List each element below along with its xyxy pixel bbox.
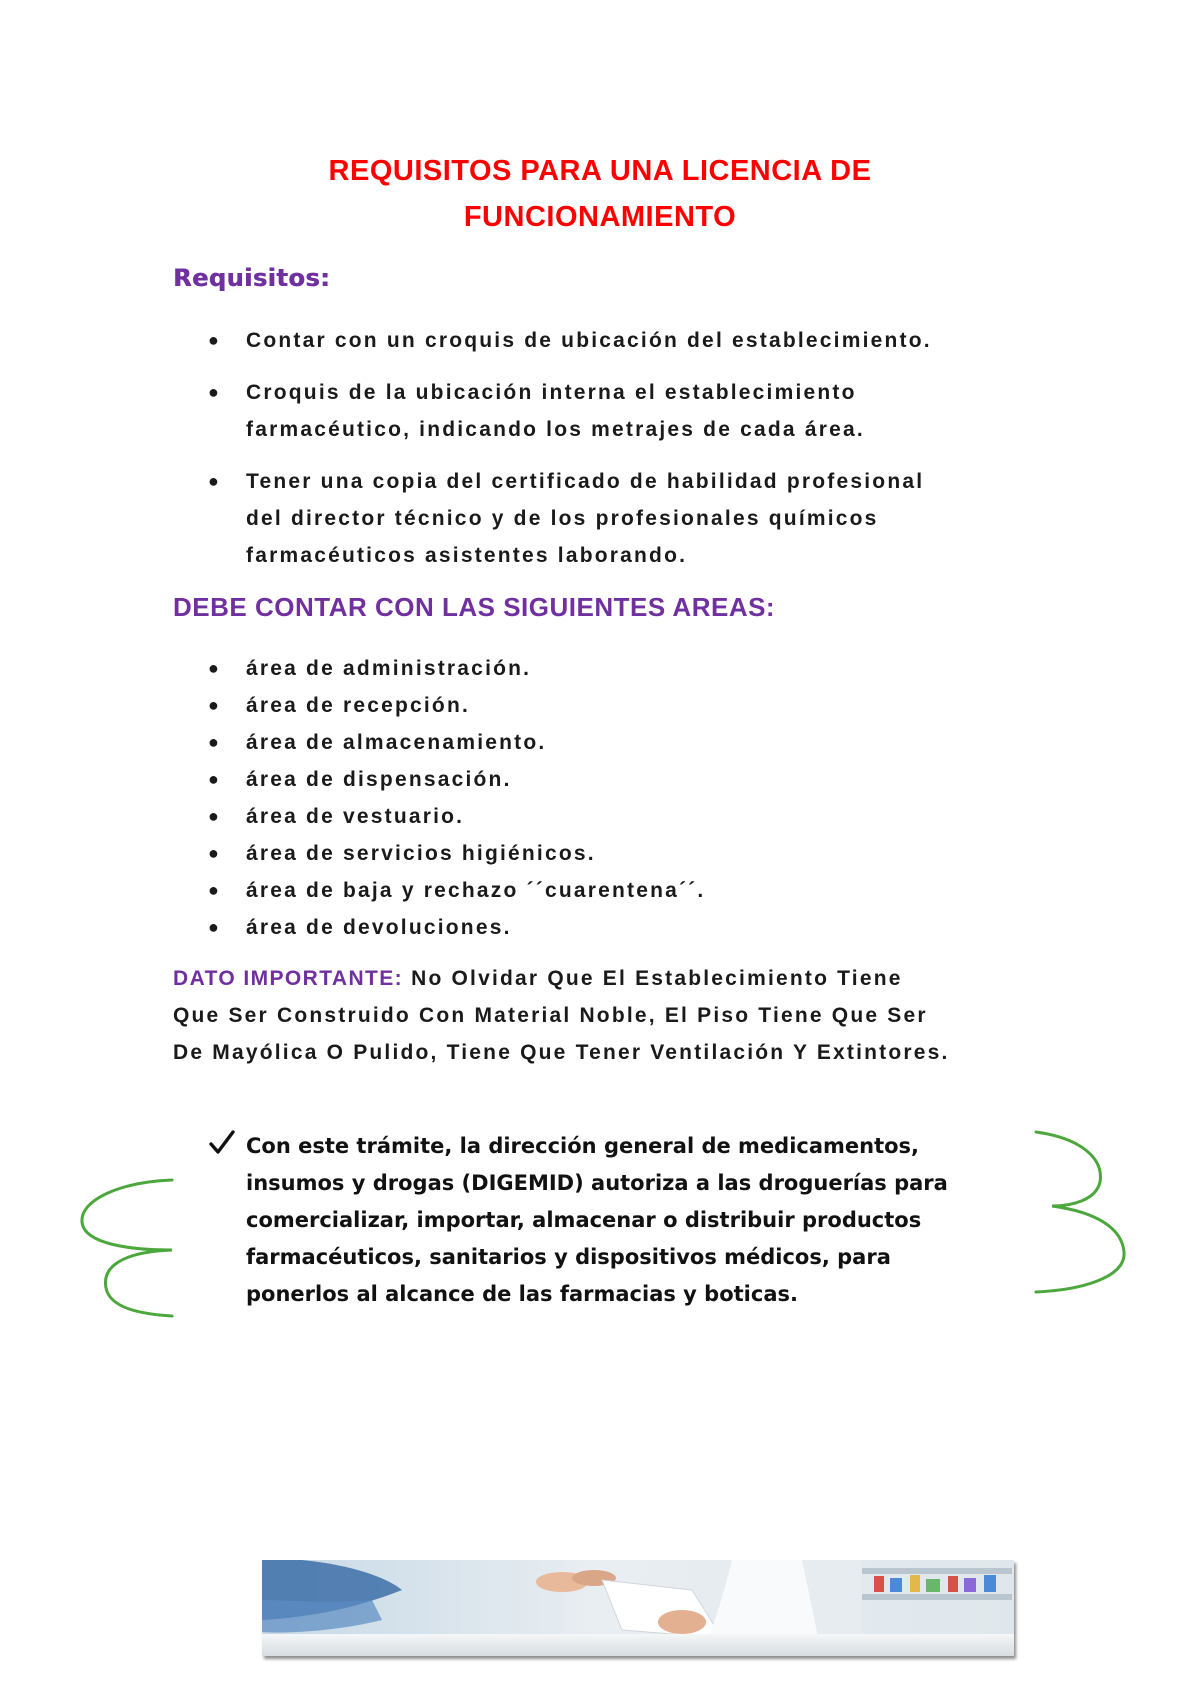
important-note xyxy=(173,960,1053,1071)
checkmark-icon xyxy=(208,1128,236,1158)
important-note-text: De Mayólica O Pulido, Tiene Que Tener Ventilación Y Extintores. xyxy=(173,1041,950,1064)
bullet-icon: ● xyxy=(208,382,222,402)
bullet-icon: ● xyxy=(208,843,222,863)
list-item xyxy=(200,872,1060,909)
pharmacy-photo-illustration xyxy=(262,1560,1014,1656)
list-item xyxy=(200,374,1060,448)
document-title xyxy=(0,148,1200,240)
title-line-2: FUNCIONAMIENTO xyxy=(463,201,737,233)
bullet-icon: ● xyxy=(208,471,222,491)
areas-list xyxy=(200,650,1060,946)
requisitos-heading: Requisitos: xyxy=(173,264,331,292)
important-note-text: No Olvidar Que El Establecimiento Tiene xyxy=(403,967,903,990)
list-item xyxy=(200,650,1060,687)
list-item xyxy=(200,798,1060,835)
requisitos-list xyxy=(200,322,1060,589)
note-line: ponerlos al alcance de las farmacias y boticas. xyxy=(246,1282,798,1306)
important-note-text: Que Ser Construido Con Material Noble, El Piso Tiene Que Ser xyxy=(173,1004,928,1027)
bullet-icon: ● xyxy=(208,769,222,789)
list-item-text: farmacéutico, indicando los metrajes de cada área. xyxy=(246,418,865,441)
list-item-text: del director técnico y de los profesionales químicos xyxy=(246,507,879,530)
list-item-text: Contar con un croquis de ubicación del establecimiento. xyxy=(246,329,932,352)
list-item-text: área de vestuario. xyxy=(246,805,465,828)
list-item xyxy=(200,761,1060,798)
list-item-text: área de baja y rechazo ´´cuarentena´´. xyxy=(246,879,706,902)
note-line: farmacéuticos, sanitarios y dispositivos médicos, para xyxy=(246,1245,891,1269)
bullet-icon: ● xyxy=(208,695,222,715)
bullet-icon: ● xyxy=(208,880,222,900)
list-item xyxy=(200,909,1060,946)
bullet-icon: ● xyxy=(208,806,222,826)
list-item-text: farmacéuticos asistentes laborando. xyxy=(246,544,688,567)
list-item xyxy=(200,687,1060,724)
note-line: comercializar, importar, almacenar o distribuir productos xyxy=(246,1208,922,1232)
bullet-icon: ● xyxy=(208,330,222,350)
bullet-icon: ● xyxy=(208,732,222,752)
left-scribble xyxy=(82,1180,172,1316)
list-item xyxy=(200,835,1060,872)
note-line: insumos y drogas (DIGEMID) autoriza a las droguerías para xyxy=(246,1171,948,1195)
bullet-icon: ● xyxy=(208,917,222,937)
areas-heading: DEBE CONTAR CON LAS SIGUIENTES AREAS: xyxy=(173,592,776,622)
important-note-label: DATO IMPORTANTE: xyxy=(173,967,404,990)
list-item xyxy=(200,463,1060,574)
list-item-text: Tener una copia del certificado de habilidad profesional xyxy=(246,470,925,493)
list-item-text: área de servicios higiénicos. xyxy=(246,842,596,865)
title-line-1: REQUISITOS PARA UNA LICENCIA DE xyxy=(328,155,872,187)
pharmacy-counter-photo xyxy=(262,1560,1014,1656)
list-item-text: área de dispensación. xyxy=(246,768,512,791)
note-line: Con este trámite, la dirección general de medicamentos, xyxy=(246,1134,920,1158)
list-item-text: área de devoluciones. xyxy=(246,916,512,939)
list-item-text: área de almacenamiento. xyxy=(246,731,547,754)
list-item-text: área de administración. xyxy=(246,657,532,680)
list-item-text: área de recepción. xyxy=(246,694,471,717)
list-item xyxy=(200,322,1060,359)
list-item-text: Croquis de la ubicación interna el establecimiento xyxy=(246,381,857,404)
bullet-icon: ● xyxy=(208,658,222,678)
checkmark-note-text xyxy=(246,1128,1068,1313)
list-item xyxy=(200,724,1060,761)
